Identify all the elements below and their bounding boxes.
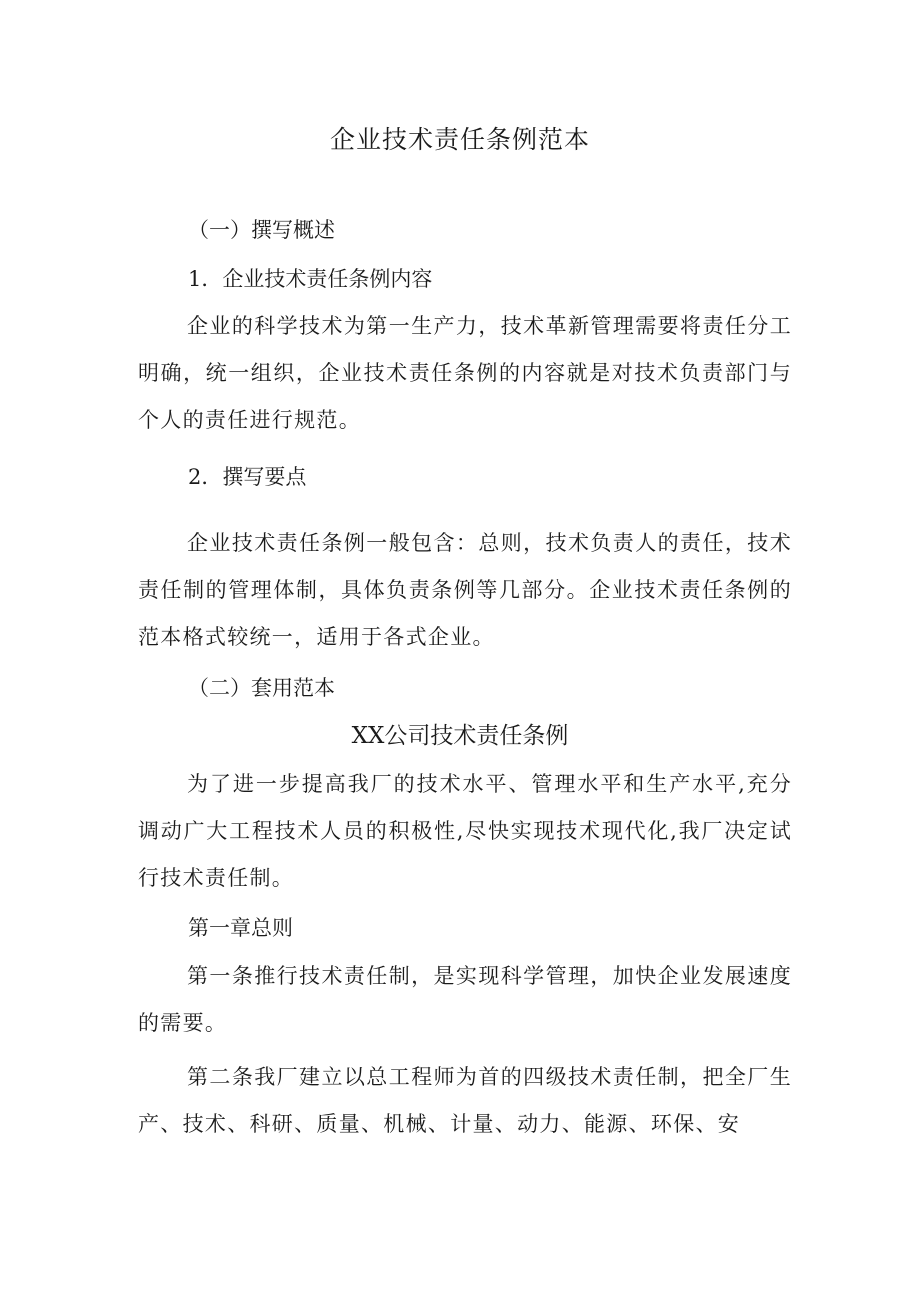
- paragraph-sample-intro: 为了进一步提高我厂的技术水平、管理水平和生产水平,充分调动广大工程技术人员的积极性,尽快实现技术现代化,我厂决定试行技术责任制。: [138, 772, 792, 890]
- document-title: 企业技术责任条例范本: [329, 125, 590, 154]
- sample-title: [0, 720, 920, 752]
- paragraph-article-1: 第一条推行技术责任制，是实现科学管理，加快企业发展速度的需要。: [138, 964, 792, 1035]
- paragraph-content: 企业的科学技术为第一生产力，技术革新管理需要将责任分工明确，统一组织，企业技术责任条例的内容就是对技术负责部门与个人的责任进行规范。: [138, 314, 792, 432]
- sample-title-text: XX公司技术责任条例: [351, 723, 569, 749]
- chapter-heading: 第一章总则: [188, 916, 293, 940]
- section-heading-template: （二）套用范本: [188, 676, 335, 700]
- paragraph-article-2: 第二条我厂建立以总工程师为首的四级技术责任制，把全厂生产、技术、科研、质量、机械、计量、动力、能源、环保、安: [138, 1065, 792, 1136]
- item-heading-key-points: 2．撰写要点: [188, 465, 307, 489]
- item-heading-content: 1．企业技术责任条例内容: [188, 267, 433, 291]
- section-heading-overview: （一）撰写概述: [188, 218, 335, 242]
- paragraph-key-points: 企业技术责任条例一般包含：总则，技术负责人的责任，技术责任制的管理体制，具体负责条例等几部分。企业技术责任条例的范本格式较统一，适用于各式企业。: [138, 531, 792, 649]
